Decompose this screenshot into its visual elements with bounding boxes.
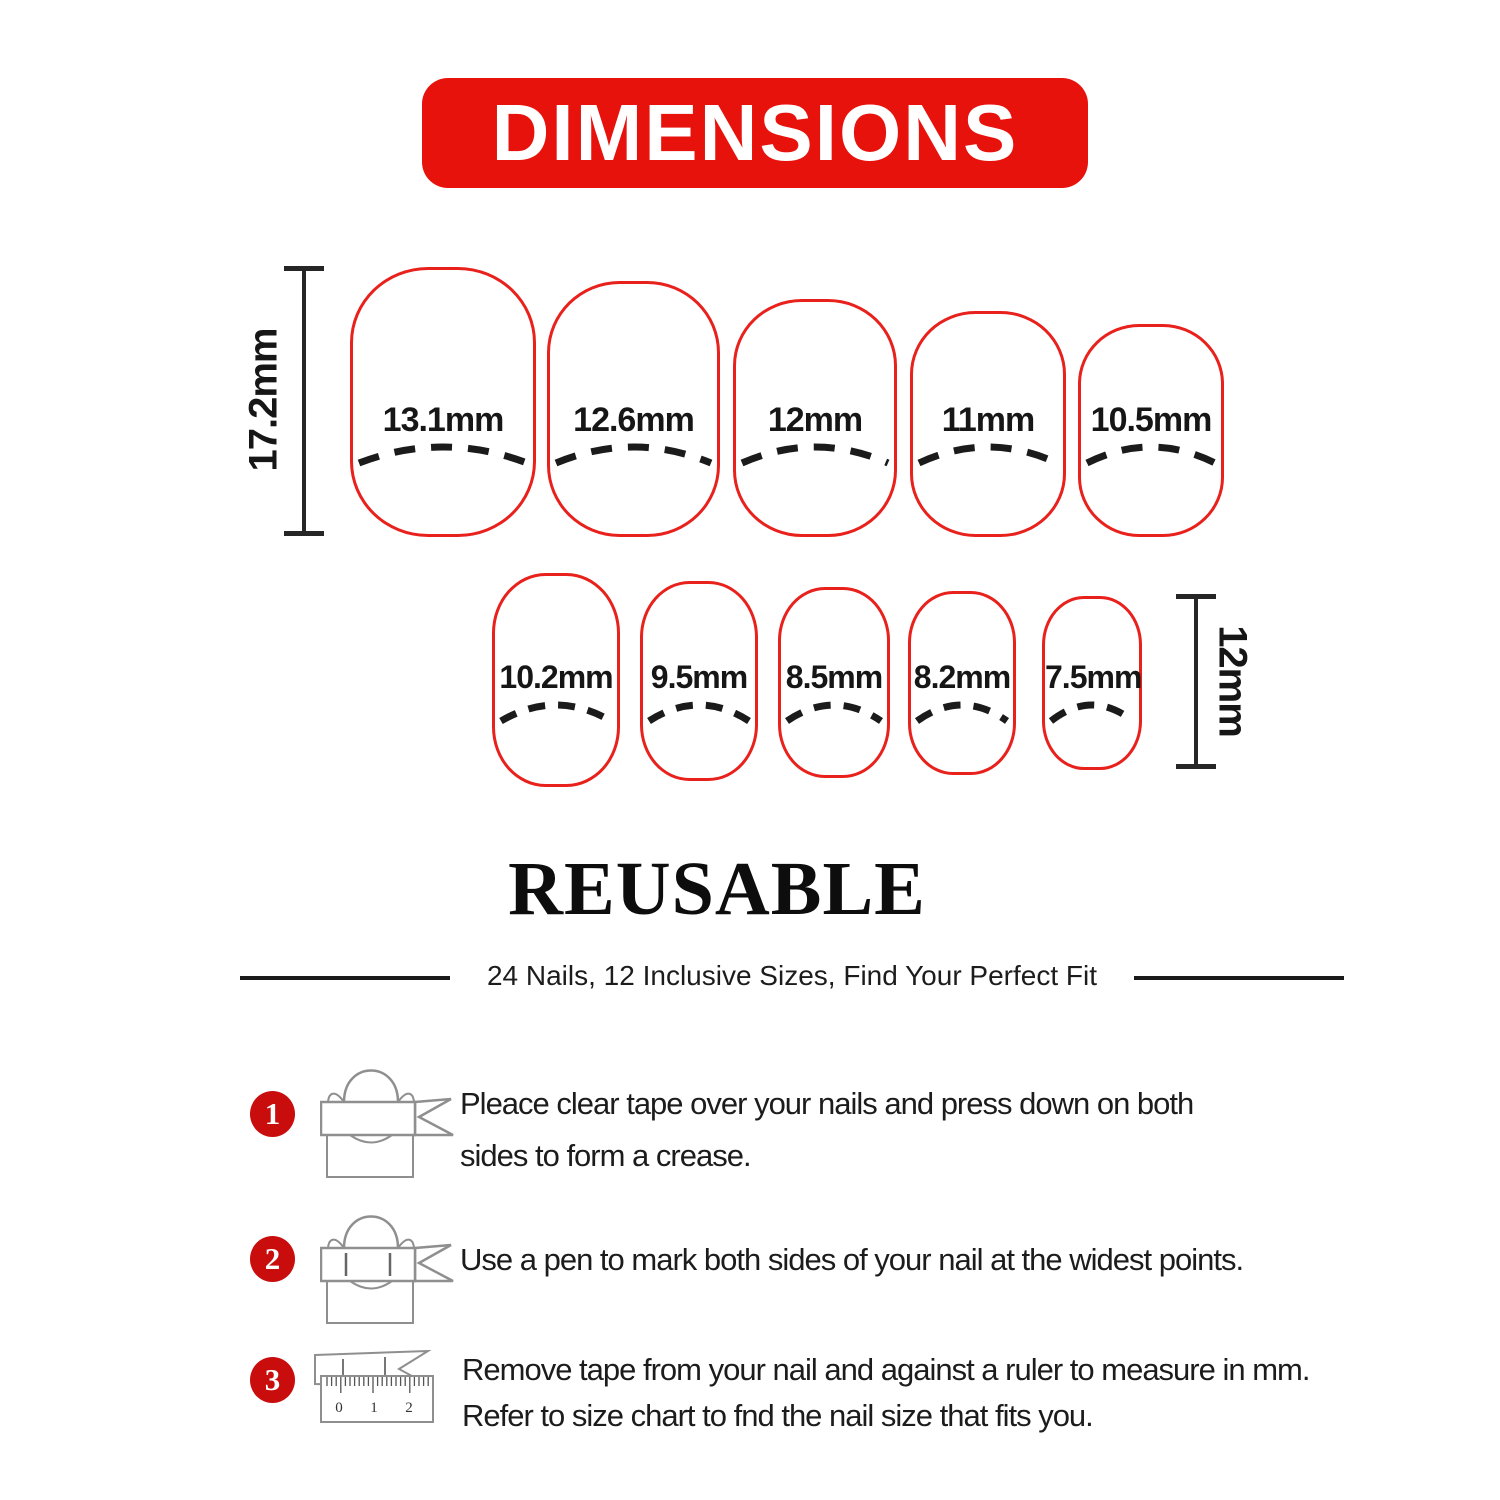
ruler-icon: [313, 1350, 441, 1429]
dimensions-banner: [422, 78, 1088, 188]
nail-size-label: 7.5mm: [1045, 659, 1142, 695]
height-label: 12mm: [1210, 625, 1255, 737]
nail-width-dashes: [1045, 693, 1139, 727]
nail-size-label: 10.5mm: [1090, 401, 1212, 439]
nail-width-dashes: [353, 435, 533, 469]
svg-text:2: 2: [405, 1400, 413, 1416]
nail-outline: [1078, 324, 1224, 537]
nail-size-label: 8.5mm: [785, 659, 883, 695]
step-text-line: Use a pen to mark both sides of your nail at the widest points.: [460, 1242, 1244, 1277]
nail-outline: [350, 267, 536, 537]
step-number-badge: 3: [250, 1357, 295, 1403]
divider-line-right: [1134, 976, 1344, 980]
nail-size-label: 12mm: [767, 401, 863, 439]
nail-outline: [547, 281, 720, 537]
nail-outline: [733, 299, 897, 537]
nail-width-dashes: [736, 435, 894, 469]
nail-outline: [910, 311, 1066, 537]
height-bracket-cap: [1176, 764, 1216, 769]
step-text-line: Refer to size chart to fnd the nail size that fits you.: [462, 1398, 1093, 1433]
nail-width-dashes: [495, 693, 617, 727]
nail-width-dashes: [913, 435, 1063, 469]
nail-size-label: 11mm: [941, 401, 1035, 439]
finger-tape-icon: [320, 1054, 454, 1183]
svg-text:1: 1: [370, 1400, 378, 1416]
nail-outline: [492, 573, 620, 787]
step-text-line: Remove tape from your nail and against a ruler to measure in mm.: [462, 1352, 1310, 1387]
nail-outline: [908, 591, 1016, 775]
finger-tape-marked-icon: [320, 1200, 454, 1329]
reusable-heading: REUSABLE: [508, 847, 926, 931]
nail-size-label: 13.1mm: [382, 401, 504, 439]
banner-title: DIMENSIONS: [491, 88, 1019, 177]
step-number-badge: 2: [250, 1236, 295, 1282]
step-text-line: Pleace clear tape over your nails and press down on both: [460, 1086, 1194, 1121]
nail-size-label: 8.2mm: [913, 659, 1011, 695]
nail-width-dashes: [781, 693, 887, 727]
height-bracket-cap: [1176, 594, 1216, 599]
nail-width-dashes: [643, 693, 755, 727]
step-number-badge: 1: [250, 1091, 295, 1137]
height-bracket-line: [302, 268, 306, 533]
height-bracket-cap: [284, 531, 324, 536]
nail-width-dashes: [1081, 435, 1221, 469]
nail-width-dashes: [911, 693, 1013, 727]
divider-line-left: [240, 976, 450, 980]
step-text-line: sides to form a crease.: [460, 1138, 751, 1173]
nail-outline: [640, 581, 758, 781]
height-bracket-cap: [284, 266, 324, 271]
nail-width-dashes: [550, 435, 717, 469]
height-bracket-line: [1194, 596, 1198, 766]
nail-size-label: 12.6mm: [573, 401, 694, 439]
reusable-subtitle: 24 Nails, 12 Inclusive Sizes, Find Your Perfect Fit: [486, 960, 1098, 991]
svg-text:0: 0: [335, 1400, 343, 1416]
height-label: 17.2mm: [241, 328, 286, 472]
nail-size-label: 9.5mm: [650, 659, 748, 695]
nail-size-label: 10.2mm: [499, 659, 613, 695]
nail-outline: [778, 587, 890, 778]
nail-outline: [1042, 596, 1142, 770]
